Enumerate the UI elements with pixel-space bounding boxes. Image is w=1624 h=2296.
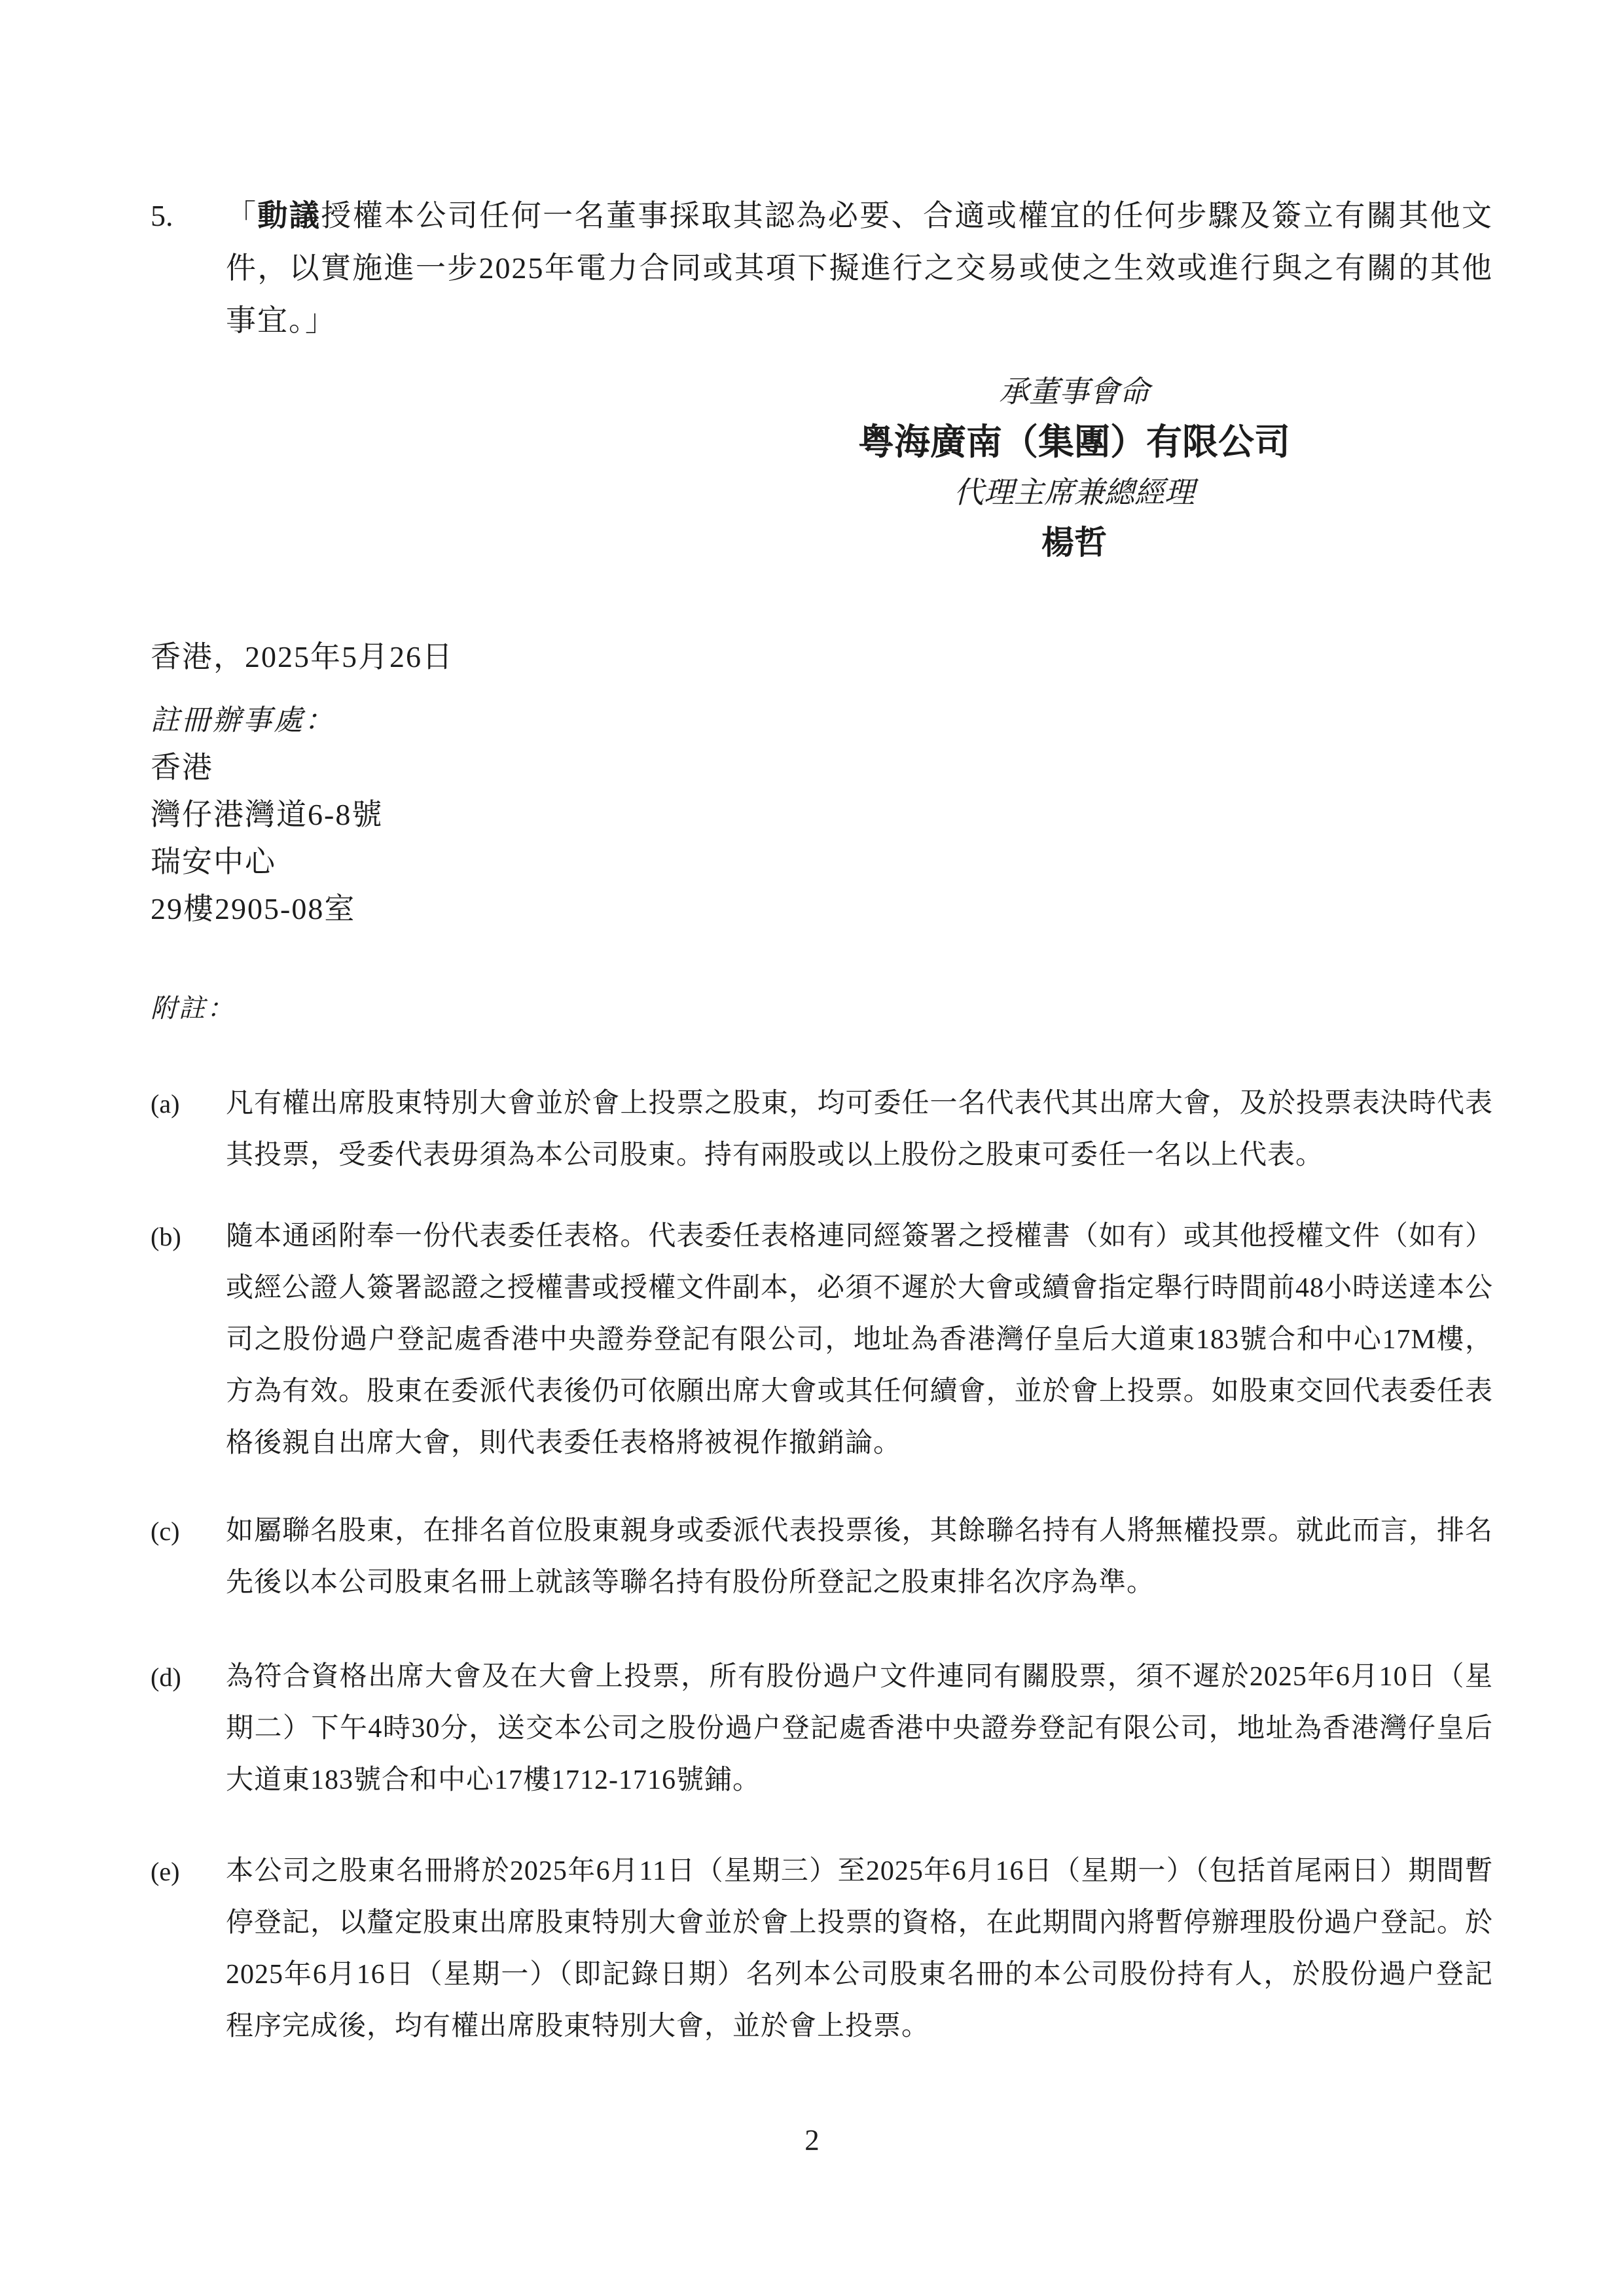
registered-office-line: 灣仔港灣道6-8號 (151, 798, 384, 831)
page-number: 2 (804, 2124, 820, 2157)
registered-office-line: 29樓2905-08室 (151, 892, 356, 925)
registered-office-line: 香港 (151, 751, 213, 784)
note-item-d (151, 1651, 1493, 1806)
note-text: 凡有權出席股東特別大會並於會上投票之股東，均可委任一名代表代其出席大會，及於投票表決時代表其投票，受委代表毋須為本公司股東。持有兩股或以上股份之股東可委任一名以上代表。 (226, 1088, 1493, 1170)
registered-office-line: 瑞安中心 (151, 845, 276, 878)
note-label: (d) (151, 1662, 181, 1692)
signatory-title: 代理主席兼總經理 (954, 476, 1195, 509)
registered-office (151, 697, 1493, 933)
dateline: 香港，2025年5月26日 (151, 640, 454, 673)
note-item-e (151, 1846, 1493, 2053)
registered-office-label: 註冊辦事處： (151, 704, 335, 736)
signature-block (747, 367, 1401, 568)
note-text: 為符合資格出席大會及在大會上投票，所有股份過户文件連同有關股票，須不遲於2025年6月10日（星期二）下午4時30分，送交本公司之股份過户登記處香港中央證券登記有限公司，地址為香港灣仔皇后大道東183號合和中心17樓1712-1716號鋪。 (226, 1662, 1493, 1795)
note-label: (a) (151, 1089, 180, 1119)
note-item-b (151, 1211, 1493, 1469)
notes-heading: 附註： (151, 994, 235, 1023)
note-item-c (151, 1505, 1493, 1609)
note-label: (b) (151, 1222, 181, 1251)
note-text: 隨本通函附奉一份代表委任表格。代表委任表格連同經簽署之授權書（如有）或其他授權文件（如有）或經公證人簽署認證之授權書或授權文件副本，必須不遲於大會或續會指定舉行時間前48小時送達本公司之股份過户登記處香港中央證券登記有限公司，地址為香港灣仔皇后大道東183號合和中心17M樓，方為有效。股東在委派代表後仍可依願出席大會或其任何續會，並於會上投票。如股東交回代表委任表格後親自出席大會，則代表委任表格將被視作撤銷論。 (226, 1221, 1494, 1458)
resolution-body: 授權本公司任何一名董事採取其認為必要、合適或權宜的任何步驟及簽立有關其他文件，以實施進一步2025年電力合同或其項下擬進行之交易或使之生效或進行與之有關的其他事宜。」 (226, 199, 1494, 337)
note-text: 本公司之股東名冊將於2025年6月11日（星期三）至2025年6月16日（星期一）（包括首尾兩日）期間暫停登記，以釐定股東出席股東特別大會並於會上投票的資格，在此期間內將暫停辦理股份過户登記。於2025年6月16日（星期一）（即記錄日期）名列本公司股東名冊的本公司股份持有人，於股份過户登記程序完成後，均有權出席股東特別大會，並於會上投票。 (226, 1856, 1493, 2041)
note-item-a (151, 1078, 1493, 1181)
note-text: 如屬聯名股東，在排名首位股東親身或委派代表投票後，其餘聯名持有人將無權投票。就此而言，排名先後以本公司股東名冊上就該等聯名持有股份所登記之股東排名次序為準。 (226, 1516, 1493, 1598)
company-name: 粤海廣南（集團）有限公司 (857, 422, 1290, 462)
signatory-name: 楊哲 (1041, 524, 1107, 561)
resolution-item-5 (151, 190, 1493, 347)
note-label: (e) (151, 1857, 180, 1886)
resolution-text (226, 190, 1493, 347)
motion-label: 動議 (257, 199, 321, 232)
quote-open: 「 (226, 199, 258, 232)
by-order-of-board: 承董事會命 (999, 375, 1149, 408)
resolution-number: 5. (151, 199, 173, 232)
note-label: (c) (151, 1516, 180, 1546)
